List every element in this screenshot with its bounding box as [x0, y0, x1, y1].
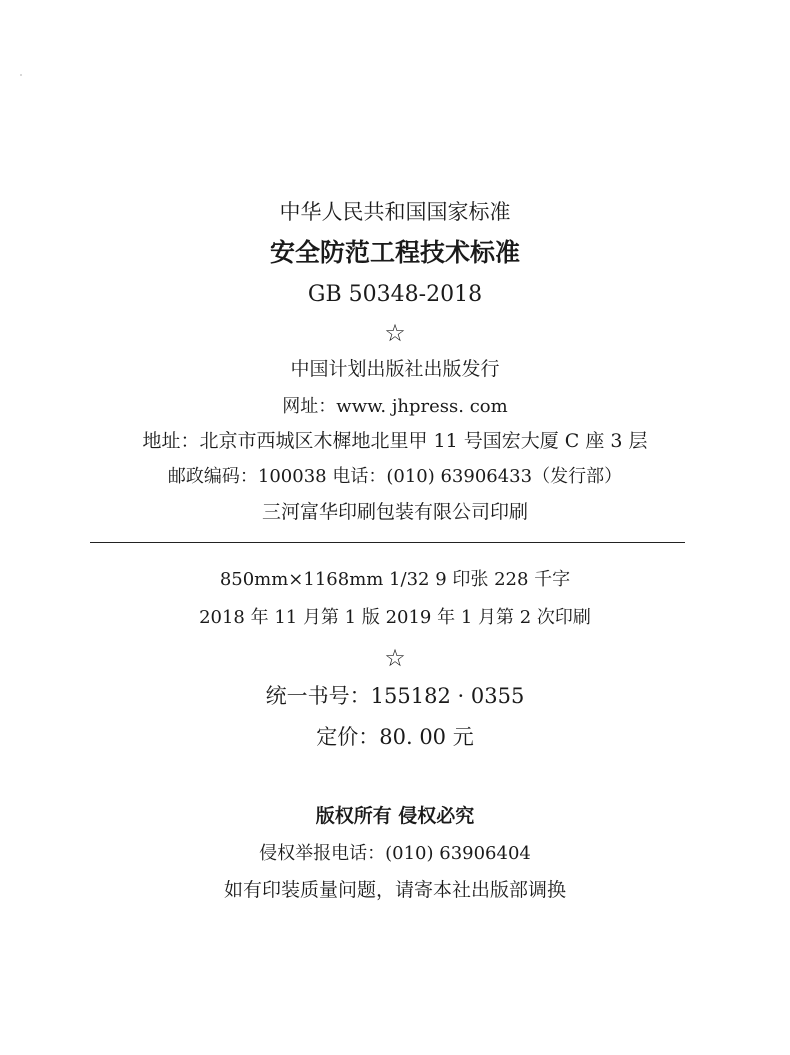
star-icon: ☆ — [384, 644, 406, 672]
book-number: 统一书号：155182 · 0355 — [265, 684, 525, 708]
publisher-website: 网址：www. jhpress. com — [282, 396, 508, 417]
copyright-notice: 版权所有 侵权必究 — [315, 805, 475, 827]
star-icon: ☆ — [384, 319, 406, 347]
printer-name: 三河富华印刷包装有限公司印刷 — [261, 501, 528, 523]
scan-speck — [20, 74, 22, 76]
format-specs: 850mm×1168mm 1/32 9 印张 228 千字 — [219, 569, 571, 590]
standard-series: 中华人民共和国国家标准 — [279, 200, 511, 224]
edition-info: 2018 年 11 月第 1 版 2019 年 1 月第 2 次印刷 — [199, 607, 591, 628]
price: 定价：80. 00 元 — [316, 725, 474, 749]
publisher-name: 中国计划出版社出版发行 — [290, 358, 500, 380]
quality-note: 如有印装质量问题，请寄本社出版部调换 — [223, 879, 566, 901]
document-title: 安全防范工程技术标准 — [269, 238, 520, 267]
publisher-address: 地址：北京市西城区木樨地北里甲 11 号国宏大厦 C 座 3 层 — [142, 430, 648, 452]
postal-and-phone: 邮政编码：100038 电话：(010) 63906433（发行部） — [167, 466, 623, 487]
infringement-report-phone: 侵权举报电话：(010) 63906404 — [259, 843, 531, 864]
standard-code: GB 50348-2018 — [307, 282, 483, 307]
divider-rule — [90, 542, 685, 543]
